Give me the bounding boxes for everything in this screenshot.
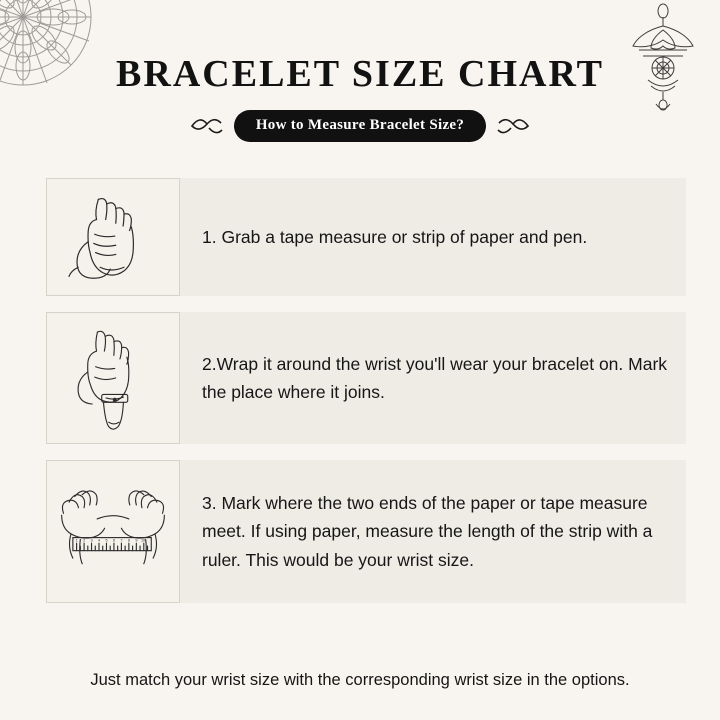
svg-text:3: 3 bbox=[90, 537, 93, 542]
footer-note: Just match your wrist size with the corresponding wrist size in the options. bbox=[90, 671, 630, 689]
svg-text:4: 4 bbox=[98, 537, 101, 542]
list-item bbox=[0, 312, 720, 444]
step-text bbox=[180, 178, 686, 296]
step-text bbox=[180, 460, 686, 603]
svg-text:9: 9 bbox=[135, 537, 138, 542]
hand-fist-with-tape-illustration bbox=[46, 178, 180, 296]
hand-wrapped-tape-illustration bbox=[46, 312, 180, 444]
step-1-text: 1. Grab a tape measure or strip of paper and pen. bbox=[202, 226, 588, 247]
svg-text:5: 5 bbox=[105, 537, 108, 542]
svg-text:10: 10 bbox=[141, 537, 146, 542]
subtitle-row bbox=[0, 110, 720, 142]
steps-list bbox=[0, 178, 720, 619]
leaf-flourish-icon bbox=[496, 115, 530, 137]
step-text bbox=[180, 312, 686, 444]
hands-measuring-strip-with-ruler-illustration bbox=[46, 460, 180, 603]
step-2-text: 2.Wrap it around the wrist you'll wear your bracelet on. Mark the place where it joins. bbox=[202, 353, 668, 402]
list-item bbox=[0, 178, 720, 296]
svg-text:1: 1 bbox=[75, 537, 78, 542]
subtitle-pill: How to Measure Bracelet Size? bbox=[234, 110, 486, 142]
svg-text:2: 2 bbox=[83, 537, 86, 542]
list-item bbox=[0, 460, 720, 603]
svg-text:7: 7 bbox=[120, 537, 123, 542]
leaf-flourish-icon bbox=[190, 115, 224, 137]
svg-text:8: 8 bbox=[127, 537, 131, 542]
svg-text:6: 6 bbox=[113, 537, 116, 542]
page-title: BRACELET SIZE CHART bbox=[116, 53, 604, 95]
step-3-text: 3. Mark where the two ends of the paper or tape measure meet. If using paper, measure the length of the strip with a ruler. This would be your wrist size. bbox=[202, 492, 653, 570]
